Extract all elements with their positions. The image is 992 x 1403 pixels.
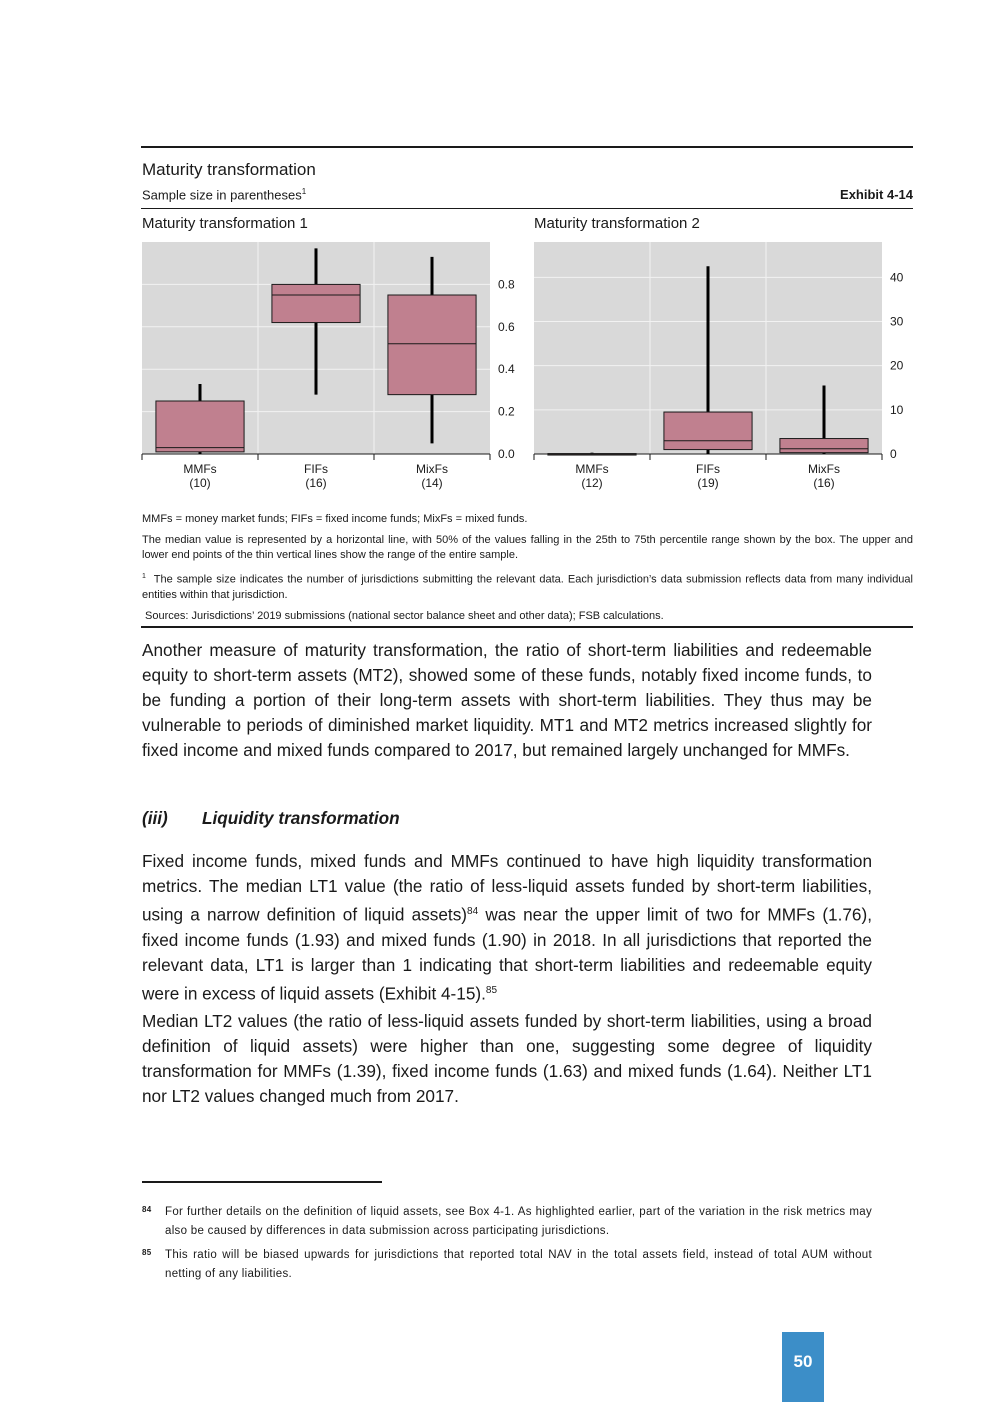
y-tick-label: 10	[890, 402, 904, 417]
chart-maturity-transformation-1	[142, 236, 527, 496]
exhibit-number: Exhibit 4-14	[840, 187, 913, 202]
body-paragraph-3	[142, 1009, 872, 1109]
y-tick-label: 20	[890, 358, 904, 373]
note-footnote-1	[142, 569, 913, 603]
chart-maturity-transformation-2	[534, 236, 919, 496]
x-tick-label: FIFs	[696, 462, 720, 476]
exhibit-bottom-rule	[141, 626, 913, 628]
footnote-85	[142, 1246, 872, 1284]
sample-size-label: (19)	[697, 476, 719, 490]
section-title: Liquidity transformation	[202, 808, 400, 828]
exhibit-subtitle-text: Sample size in parentheses	[142, 187, 302, 203]
footnote-84-text: For further details on the definition of liquid assets, see Box 4-1. As highlighted earlier, part of the variation in the risk metrics may also be caused by differences in data submission across participating jurisdictions.	[165, 1206, 872, 1237]
body-paragraph-1	[142, 638, 872, 763]
y-tick-label: 0.4	[498, 362, 515, 377]
footnote-ref-85[interactable]: 85	[485, 984, 498, 996]
y-tick-label: 0.8	[498, 277, 515, 292]
exhibit-subtitle-note: 1	[301, 187, 307, 196]
body-paragraph-2-part-b: was near the upper limit of two for MMFs (1.76), fixed income funds (1.93) and mixed funds (1.90) in 2018. In all jurisdictions that reported the relevant data, LT1 is larger than 1 indicating that short-term liabilities and redeemable equity were in excess of liquid assets (Exhibit 4-15).	[142, 904, 872, 1004]
exhibit-sub-rule	[141, 208, 913, 209]
x-tick-label: FIFs	[304, 462, 328, 476]
note-footnote-1-mark: 1	[142, 573, 146, 580]
body-paragraph-3-text: Median LT2 values (the ratio of less-liquid assets funded by short-term liabilities, using a broad definition of liquid assets) were higher than one, suggesting some degree of liquidity transformation for MMFs (1.39), fixed income funds (1.63) and mixed funds (1.64). Neither LT1 nor LT2 values changed much from 2017.	[142, 1011, 872, 1106]
section-heading	[142, 808, 400, 829]
footnote-84	[142, 1203, 872, 1241]
exhibit-title: Maturity transformation	[142, 160, 316, 179]
footnotes	[142, 1203, 872, 1289]
box-mmfs	[156, 401, 244, 452]
x-tick-label: MMFs	[575, 462, 609, 476]
footnote-ref-84[interactable]: 84	[467, 906, 479, 917]
body-paragraph-2-text	[142, 849, 872, 1006]
box-mixfs	[388, 295, 476, 395]
sample-size-label: (12)	[581, 476, 603, 490]
note-median: The median value is represented by a horizontal line, with 50% of the values falling in the 25th to 75th percentile range shown by the box. The upper and lower end points of the thin vertical lines show the range of the entire sample.	[142, 534, 913, 561]
body-paragraph-2-part-a: Fixed income funds, mixed funds and MMFs continued to have high liquidity transformation metrics. The median LT1 value (the ratio of less-liquid assets funded by short-term liabilities, using a narrow definition of liquid assets)	[142, 851, 872, 925]
box-fifs	[664, 412, 752, 450]
body-paragraph-1-text: Another measure of maturity transformation, the ratio of short-term liabilities and redeemable equity to short-term assets (MT2), showed some of these funds, notably fixed income funds, to be funding a portion of their long-term assets with short-term liabilities. They thus may be vulnerable to periods of diminished market liquidity. MT1 and MT2 metrics increased slightly for fixed income and mixed funds compared to 2017, but remained largely unchanged for MMFs.	[142, 640, 872, 760]
sample-size-label: (14)	[421, 476, 443, 490]
footnote-85-mark: 85	[142, 1248, 152, 1257]
box-fifs	[272, 284, 360, 322]
note-abbrev: MMFs = money market funds; FIFs = fixed income funds; MixFs = mixed funds.	[142, 513, 528, 525]
note-footnote-1-text: The sample size indicates the number of jurisdictions submitting the relevant data. Each jurisdiction’s data submission reflects data from many individual entities within that jurisdiction.	[142, 573, 913, 601]
exhibit-notes	[142, 512, 913, 630]
x-tick-label: MixFs	[416, 462, 448, 476]
sample-size-label: (16)	[305, 476, 327, 490]
y-tick-label: 0.6	[498, 319, 515, 334]
page-number: 50	[782, 1332, 824, 1402]
y-tick-label: 40	[890, 270, 904, 285]
x-tick-label: MixFs	[808, 462, 840, 476]
exhibit-top-rule	[141, 146, 913, 148]
y-tick-label: 30	[890, 314, 904, 329]
chart1-title: Maturity transformation 1	[142, 215, 308, 232]
sample-size-label: (16)	[813, 476, 835, 490]
box-mixfs	[780, 439, 868, 453]
chart2-title: Maturity transformation 2	[534, 215, 700, 232]
footnote-84-mark: 84	[142, 1205, 152, 1214]
y-tick-label: 0.0	[498, 447, 515, 461]
y-tick-label: 0	[890, 447, 897, 461]
note-sources: Sources: Jurisdictions’ 2019 submissions (national sector balance sheet and other data); FSB calculations.	[145, 609, 664, 622]
footnote-85-text: This ratio will be biased upwards for jurisdictions that reported total NAV in the total assets field, instead of total AUM without netting of any liabilities.	[165, 1249, 872, 1280]
section-number: (iii)	[142, 808, 168, 828]
x-tick-label: MMFs	[183, 462, 217, 476]
body-paragraph-2	[142, 849, 872, 1006]
footnote-separator	[142, 1181, 382, 1183]
exhibit-subtitle	[142, 187, 306, 202]
y-tick-label: 0.2	[498, 404, 515, 419]
sample-size-label: (10)	[189, 476, 211, 490]
